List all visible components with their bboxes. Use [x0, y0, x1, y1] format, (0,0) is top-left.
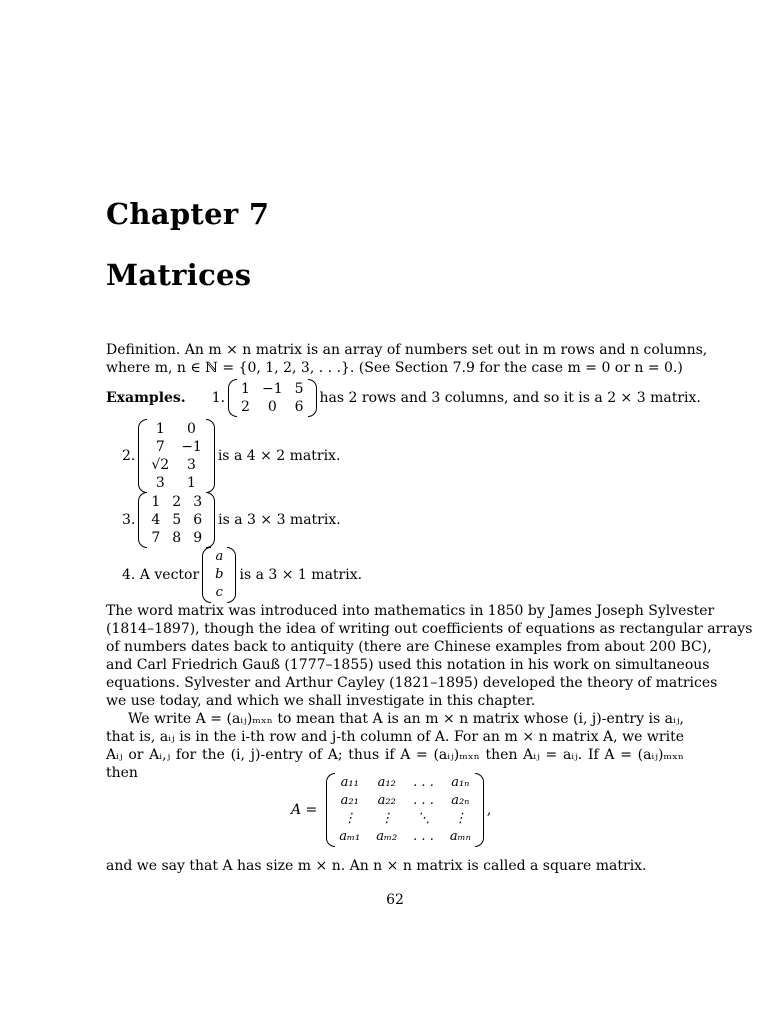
matrix-entry: a₂ₙ [451, 793, 470, 808]
closing-line: and we say that A has size m × n. An n × n matrix is called a square matrix. [106, 858, 647, 874]
notation-line-3: Aᵢⱼ or Aᵢ,ⱼ for the (i, j)-entry of A; thus if A = (aᵢⱼ)ₘₓₙ then Aᵢⱼ = aᵢⱼ. If A = (aᵢⱼ)ₘₓₙ [106, 747, 684, 763]
matrix-grid [147, 492, 206, 548]
general-matrix [326, 773, 484, 847]
general-matrix-suffix: , [486, 802, 492, 818]
examples-heading: Examples. [106, 390, 186, 406]
matrix-entry: 8 [172, 530, 182, 546]
history-line-4: and Carl Friedrich Gauß (1777–1855) used this notation in his work on simultaneous [106, 657, 710, 673]
matrix-entry: a₁₂ [377, 775, 396, 790]
example-1-number: 1. [211, 390, 226, 406]
matrix-entry: . . . [413, 829, 434, 844]
page-number: 62 [386, 892, 404, 908]
example-2-number: 2. [122, 448, 136, 464]
matrix-example-1 [228, 379, 316, 417]
matrix-entry: ⋮ [380, 811, 394, 826]
example-4-text: is a 3 × 1 matrix. [239, 567, 363, 583]
example-4-number: 4. A vector [122, 567, 200, 583]
matrix-entry: b [215, 567, 224, 582]
matrix-entry: 3 [193, 494, 203, 510]
matrix-entry: 6 [193, 512, 203, 528]
history-line-1: The word matrix was introduced into mathematics in 1850 by James Joseph Sylvester [106, 603, 715, 619]
page [106, 0, 753, 1024]
matrix-entry: √2 [151, 457, 170, 473]
matrix-entry: 3 [155, 475, 165, 491]
matrix-entry: a₂₁ [340, 793, 359, 808]
matrix-entry: −1 [261, 381, 283, 397]
matrix-entry: 2 [172, 494, 182, 510]
notation-line-2: that is, aᵢⱼ is in the i-th row and j-th column of A. For an m × n matrix A, we write [106, 729, 684, 745]
history-line-6: we use today, and which we shall investigate in this chapter. [106, 693, 536, 709]
matrix-entry: aₘ₁ [339, 829, 361, 844]
matrix-example-3 [138, 492, 215, 548]
matrix-entry: 5 [172, 512, 182, 528]
matrix-entry: 6 [294, 399, 304, 415]
matrix-entry: 1 [241, 381, 250, 397]
definition-line-2: where m, n ∈ ℕ = {0, 1, 2, 3, . . .}. (See Section 7.9 for the case m = 0 or n = 0.) [106, 360, 683, 376]
history-line-2: (1814–1897), though the idea of writing out coefficients of equations as rectangular arrays [106, 621, 753, 637]
matrix-entry: ⋮ [453, 811, 467, 826]
matrix-entry: a₁₁ [340, 775, 359, 790]
matrix-grid [335, 773, 475, 847]
matrix-entry: 9 [193, 530, 203, 546]
matrix-entry: 1 [187, 475, 196, 491]
matrix-entry: ⋮ [343, 811, 357, 826]
matrix-entry: −1 [181, 439, 202, 455]
matrix-entry: 7 [155, 439, 165, 455]
matrix-entry: c [215, 585, 223, 600]
vector-example-4 [202, 547, 236, 603]
matrix-entry: 2 [241, 399, 250, 415]
matrix-grid [211, 547, 227, 603]
matrix-entry: 0 [187, 421, 196, 437]
matrix-entry: . . . [413, 793, 434, 808]
matrix-grid [147, 419, 205, 493]
general-matrix-lhs: A = [291, 802, 318, 818]
matrix-entry: a [215, 549, 224, 564]
matrix-grid [237, 379, 307, 417]
matrix-entry: 1 [155, 421, 165, 437]
example-3-text: is a 3 × 3 matrix. [218, 512, 341, 528]
matrix-entry: aₘ₂ [376, 829, 398, 844]
matrix-example-2 [138, 419, 214, 493]
general-matrix-equation [291, 773, 491, 847]
example-2-text: is a 4 × 2 matrix. [217, 448, 341, 464]
example-3 [122, 492, 341, 548]
matrix-entry: a₂₂ [377, 793, 396, 808]
matrix-entry: 5 [294, 381, 304, 397]
matrix-entry: a₁ₙ [451, 775, 470, 790]
matrix-entry: 1 [151, 494, 161, 510]
matrix-entry: . . . [413, 775, 434, 790]
example-4 [122, 547, 362, 603]
chapter-label: Chapter 7 [106, 197, 270, 231]
matrix-entry: 0 [267, 399, 277, 415]
definition-line-1: Definition. An m × n matrix is an array of numbers set out in m rows and n columns, [106, 342, 708, 358]
matrix-entry: 7 [151, 530, 161, 546]
example-3-number: 3. [122, 512, 136, 528]
notation-line-1: We write A = (aᵢⱼ)ₘₓₙ to mean that A is an m × n matrix whose (i, j)-entry is aᵢⱼ, [128, 711, 684, 727]
matrix-entry: aₘₙ [449, 829, 471, 844]
matrix-entry: ⋱ [417, 811, 430, 826]
matrix-entry: 4 [151, 512, 161, 528]
matrix-entry: 3 [187, 457, 196, 473]
example-1-text: has 2 rows and 3 columns, and so it is a 2 × 3 matrix. [319, 390, 701, 406]
history-line-3: of numbers dates back to antiquity (there are Chinese examples from about 200 BC), [106, 639, 712, 655]
notation-line-4: then [106, 765, 138, 781]
history-line-5: equations. Sylvester and Arthur Cayley (1821–1895) developed the theory of matrices [106, 675, 718, 691]
chapter-title: Matrices [106, 258, 252, 292]
example-2 [122, 418, 340, 494]
